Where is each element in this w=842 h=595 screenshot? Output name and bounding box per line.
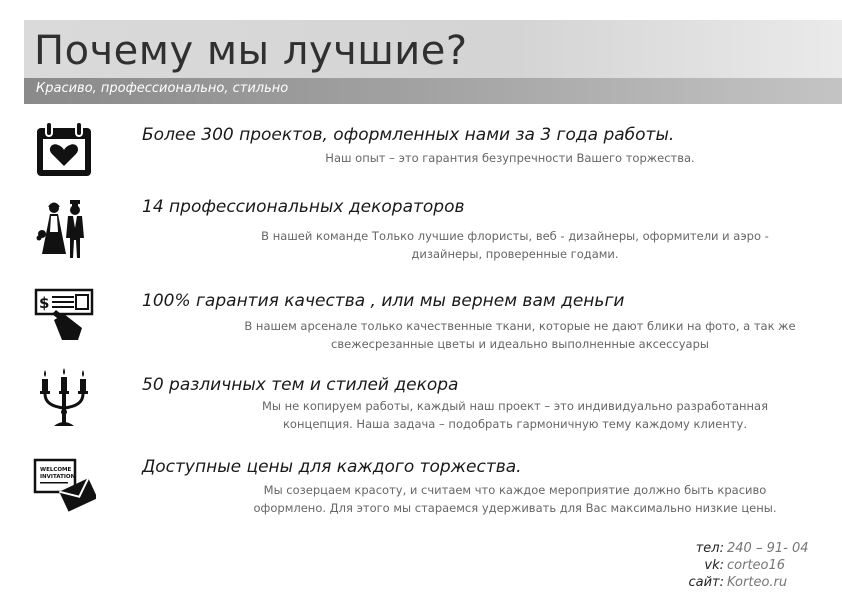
contact-value: Korteo.ru xyxy=(727,575,788,590)
bride-groom-icon xyxy=(32,198,96,262)
contacts-block xyxy=(640,540,810,591)
item-description xyxy=(240,397,790,433)
item-description-line: Мы созерцаем красоту, и считаем что каждое мероприятие должно быть красиво xyxy=(263,483,767,497)
contact-value: corteo16 xyxy=(727,558,786,573)
item-description-line: оформлено. Для этого мы стараемся удерживать для Вас максимально низкие цены. xyxy=(253,501,777,515)
item-description-line: Наш опыт – это гарантия безупречности Вашего торжества. xyxy=(325,151,695,165)
item-title: Более 300 проектов, оформленных нами за 3 года работы. xyxy=(142,125,675,145)
contact-value: 240 – 91- 04 xyxy=(727,541,809,556)
contact-vk xyxy=(640,557,810,574)
contact-label: vk: xyxy=(704,558,724,573)
item-title: 100% гарантия качества , или мы вернем вам деньги xyxy=(142,291,625,311)
item-title: Доступные цены для каждого торжества. xyxy=(142,457,522,477)
item-description xyxy=(300,149,720,167)
subtitle-bar xyxy=(24,78,842,104)
item-description xyxy=(240,227,790,263)
item-description-line: Мы не копируем работы, каждый наш проект – это индивидуально разработанная xyxy=(261,399,769,413)
icon-text: INVITATION xyxy=(40,474,76,480)
contact-phone xyxy=(640,540,810,557)
icon-text: WELCOME xyxy=(40,467,72,473)
item-description-line: В нашей команде Только лучшие флористы, веб - дизайнеры, оформители и аэро - xyxy=(261,229,769,243)
contact-label: тел: xyxy=(695,541,724,556)
candelabra-icon xyxy=(32,366,96,430)
calendar-heart-icon xyxy=(32,118,96,182)
item-description xyxy=(240,481,790,517)
item-description-line: свежесрезанные цветы и идеально выполненные аксессуары xyxy=(331,337,709,351)
invitation-envelope-icon xyxy=(32,450,96,514)
item-description xyxy=(240,317,800,353)
item-title: 14 профессиональных декораторов xyxy=(142,197,465,217)
item-description-line: концепция. Наша задача – подобрать гармоничную тему каждому клиенту. xyxy=(282,417,747,431)
page-title: Почему мы лучшие? xyxy=(34,28,468,74)
page-subtitle: Красиво, профессионально, стильно xyxy=(36,81,289,96)
contact-site xyxy=(640,574,810,591)
svg-text:$: $ xyxy=(39,294,50,312)
item-description-line: дизайнеры, проверенные годами. xyxy=(411,247,619,261)
item-title: 50 различных тем и стилей декора xyxy=(142,375,459,395)
check-signing-icon xyxy=(32,280,96,344)
header-banner xyxy=(24,20,842,104)
contact-label: сайт: xyxy=(688,575,724,590)
item-description-line: В нашем арсенале только качественные ткани, которые не дают блики на фото, а так же xyxy=(244,319,796,333)
